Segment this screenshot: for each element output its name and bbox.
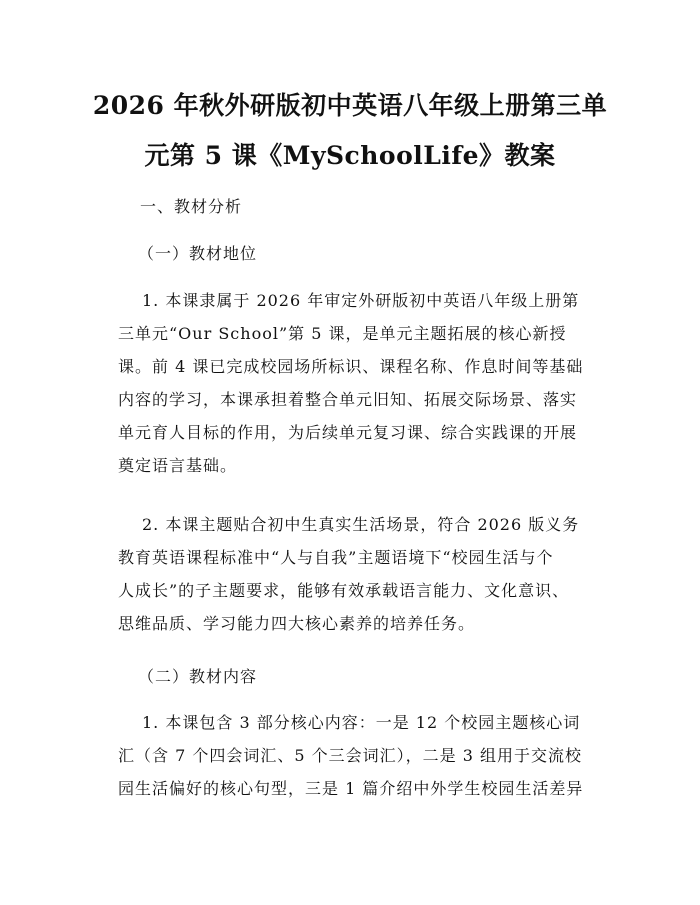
paragraph-1-line: 课。前 4 课已完成校园场所标识、课程名称、作息时间等基础 — [118, 357, 584, 376]
document-title-line-1: 2026 年秋外研版初中英语八年级上册第三单 — [92, 91, 608, 120]
paragraph-3 — [118, 706, 602, 805]
paragraph-1-line: 奠定语言基础。 — [118, 456, 238, 475]
paragraph-1-line: 1. 本课隶属于 2026 年审定外研版初中英语八年级上册第 — [142, 291, 580, 310]
paragraph-2-line: 教育英语课程标准中“人与自我”主题语境下“校园生活与个 — [118, 548, 554, 567]
subsection-heading-textbook-content: （二）教材内容 — [138, 667, 258, 686]
paragraph-1 — [118, 284, 602, 482]
paragraph-2-line: 思维品质、学习能力四大核心素养的培养任务。 — [118, 614, 476, 633]
paragraph-3-line: 1. 本课包含 3 部分核心内容：一是 12 个校园主题核心词 — [142, 713, 581, 732]
paragraph-3-line: 汇（含 7 个四会词汇、5 个三会词汇），二是 3 组用于交流校 — [118, 746, 582, 765]
paragraph-1-line: 三单元“Our School”第 5 课，是单元主题拓展的核心新授 — [118, 324, 567, 343]
paragraph-2 — [118, 508, 602, 640]
section-heading-textbook-analysis: 一、教材分析 — [140, 197, 243, 216]
paragraph-2-line: 2. 本课主题贴合初中生真实生活场景，符合 2026 版义务 — [142, 515, 580, 534]
paragraph-2-line: 人成长”的子主题要求，能够有效承载语言能力、文化意识、 — [118, 581, 570, 600]
subsection-heading-textbook-status: （一）教材地位 — [138, 244, 258, 263]
paragraph-1-line: 内容的学习，本课承担着整合单元旧知、拓展交际场景、落实 — [118, 390, 578, 409]
paragraph-1-line: 单元育人目标的作用，为后续单元复习课、综合实践课的开展 — [118, 423, 578, 442]
document-title-line-2: 元第 5 课《MySchoolLife》教案 — [144, 141, 556, 170]
paragraph-3-line: 园生活偏好的核心句型，三是 1 篇介绍中外学生校园生活差异 — [118, 779, 584, 798]
